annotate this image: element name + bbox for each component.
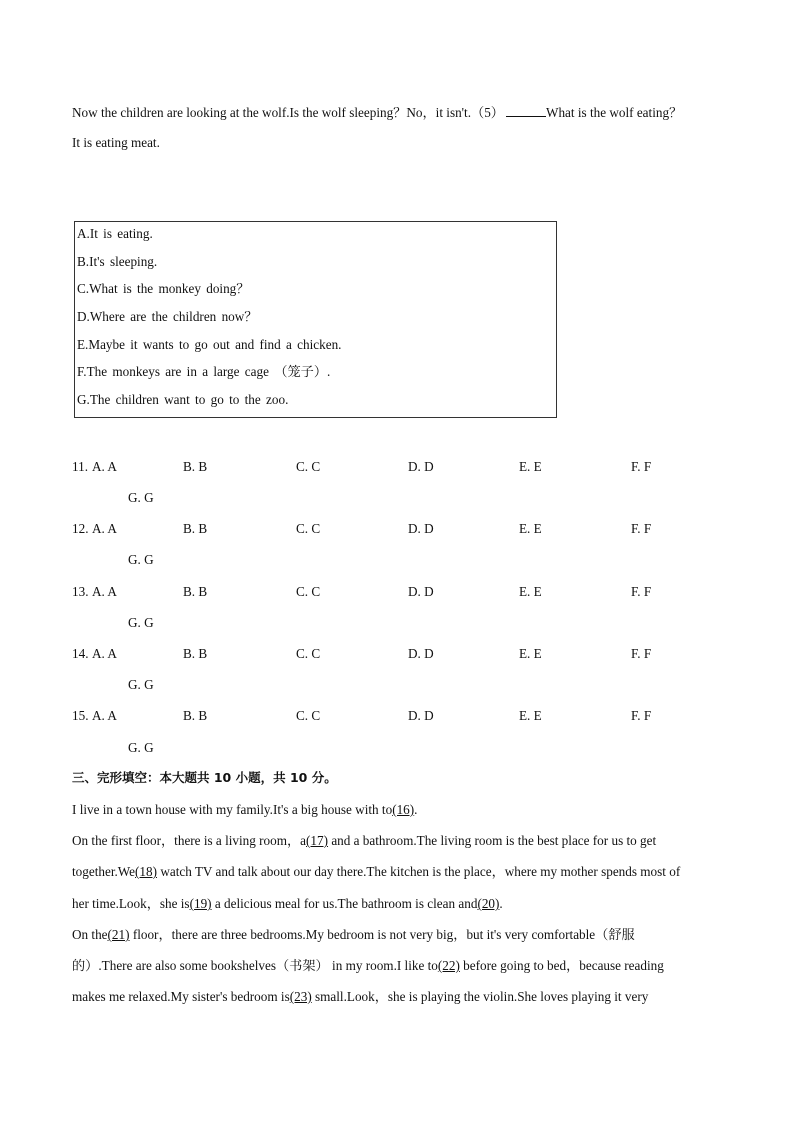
choice-a[interactable]: A. A xyxy=(92,646,117,661)
cloze-text: 的）.There are also some bookshelves（书架） in my room.I like to xyxy=(72,958,438,973)
choice-c[interactable]: C. C xyxy=(296,459,321,474)
choice-d[interactable]: D. D xyxy=(408,459,434,474)
option-a: A.It is eating. xyxy=(77,226,153,241)
choice-g[interactable]: G. G xyxy=(128,552,154,567)
cloze-line-3 xyxy=(72,864,680,880)
cloze-text: before going to bed，because reading xyxy=(459,958,664,973)
option-b: B.It's sleeping. xyxy=(77,254,158,269)
choice-f[interactable]: F. F xyxy=(631,521,652,536)
passage-line-2: It is eating meat. xyxy=(72,135,160,150)
choice-f[interactable]: F. F xyxy=(631,708,652,723)
cloze-text: watch TV and talk about our day there.The kitchen is the place，where my mother spends most of xyxy=(157,864,681,879)
question-number: 13. xyxy=(72,584,89,599)
cloze-text: . xyxy=(499,896,503,911)
choice-a[interactable]: A. A xyxy=(92,459,117,474)
choice-g[interactable]: G. G xyxy=(128,615,154,630)
cloze-text: On the first floor，there is a living room，a xyxy=(72,833,307,848)
section-title: 三、完形填空：本大题共 10 小题，共 10 分。 xyxy=(72,770,337,785)
cloze-text: floor，there are three bedrooms.My bedroom is not very big，but it's very comfortable（舒服 xyxy=(129,927,635,942)
answer-blank[interactable] xyxy=(506,104,546,117)
choice-c[interactable]: C. C xyxy=(296,521,321,536)
cloze-text: her time.Look，she is xyxy=(72,896,190,911)
choice-b[interactable]: B. B xyxy=(183,459,208,474)
choice-g[interactable]: G. G xyxy=(128,677,154,692)
blank-16[interactable]: (16) xyxy=(392,802,415,817)
choice-e[interactable]: E. E xyxy=(519,708,542,723)
choice-a[interactable]: A. A xyxy=(92,584,117,599)
choice-e[interactable]: E. E xyxy=(519,521,542,536)
blank-22[interactable]: (22) xyxy=(437,958,460,973)
question-number: 14. xyxy=(72,646,89,661)
choice-d[interactable]: D. D xyxy=(408,521,434,536)
choice-b[interactable]: B. B xyxy=(183,584,208,599)
choice-a[interactable]: A. A xyxy=(92,708,117,723)
cloze-line-6 xyxy=(72,958,664,974)
blank-20[interactable]: (20) xyxy=(477,896,500,911)
cloze-text: makes me relaxed.My sister's bedroom is xyxy=(72,989,290,1004)
question-number: 12. xyxy=(72,521,89,536)
cloze-line-7 xyxy=(72,989,648,1005)
options-box xyxy=(74,221,557,418)
choice-e[interactable]: E. E xyxy=(519,646,542,661)
question-number: 11. xyxy=(72,459,88,474)
blank-17[interactable]: (17) xyxy=(306,833,329,848)
choice-d[interactable]: D. D xyxy=(408,708,434,723)
choice-f[interactable]: F. F xyxy=(631,646,652,661)
cloze-text: and a bathroom.The living room is the best place for us to get xyxy=(328,833,657,848)
choice-e[interactable]: E. E xyxy=(519,459,542,474)
question-number: 15. xyxy=(72,708,89,723)
cloze-text: together.We xyxy=(72,864,136,879)
choice-c[interactable]: C. C xyxy=(296,646,321,661)
cloze-line-2 xyxy=(72,833,656,849)
cloze-text: I live in a town house with my family.It's a big house with to xyxy=(72,802,393,817)
choice-b[interactable]: B. B xyxy=(183,708,208,723)
blank-21[interactable]: (21) xyxy=(107,927,130,942)
choice-f[interactable]: F. F xyxy=(631,584,652,599)
option-g: G.The children want to go to the zoo. xyxy=(77,392,289,407)
cloze-text: . xyxy=(414,802,418,817)
cloze-line-5 xyxy=(72,927,635,943)
cloze-line-1 xyxy=(72,802,417,818)
cloze-text: a delicious meal for us.The bathroom is clean and xyxy=(211,896,478,911)
option-c: C.What is the monkey doing？ xyxy=(77,281,250,296)
choice-b[interactable]: B. B xyxy=(183,646,208,661)
option-d: D.Where are the children now？ xyxy=(77,309,258,324)
choice-a[interactable]: A. A xyxy=(92,521,117,536)
blank-18[interactable]: (18) xyxy=(135,864,158,879)
passage-text: Now the children are looking at the wolf.Is the wolf sleeping？No，it isn't.（5） xyxy=(72,105,504,120)
blank-19[interactable]: (19) xyxy=(189,896,212,911)
blank-23[interactable]: (23) xyxy=(289,989,312,1004)
choice-c[interactable]: C. C xyxy=(296,708,321,723)
option-f: F.The monkeys are in a large cage （笼子）. xyxy=(77,364,331,379)
choice-d[interactable]: D. D xyxy=(408,584,434,599)
cloze-line-4 xyxy=(72,896,503,912)
choice-f[interactable]: F. F xyxy=(631,459,652,474)
choice-c[interactable]: C. C xyxy=(296,584,321,599)
cloze-text: small.Look，she is playing the violin.She loves playing it very xyxy=(311,989,649,1004)
cloze-text: On the xyxy=(72,927,108,942)
passage-line-1 xyxy=(72,104,682,121)
choice-e[interactable]: E. E xyxy=(519,584,542,599)
option-e: E.Maybe it wants to go out and find a chicken. xyxy=(77,337,342,352)
passage-text: What is the wolf eating？ xyxy=(546,105,683,120)
choice-g[interactable]: G. G xyxy=(128,490,154,505)
choice-g[interactable]: G. G xyxy=(128,740,154,755)
choice-d[interactable]: D. D xyxy=(408,646,434,661)
choice-b[interactable]: B. B xyxy=(183,521,208,536)
